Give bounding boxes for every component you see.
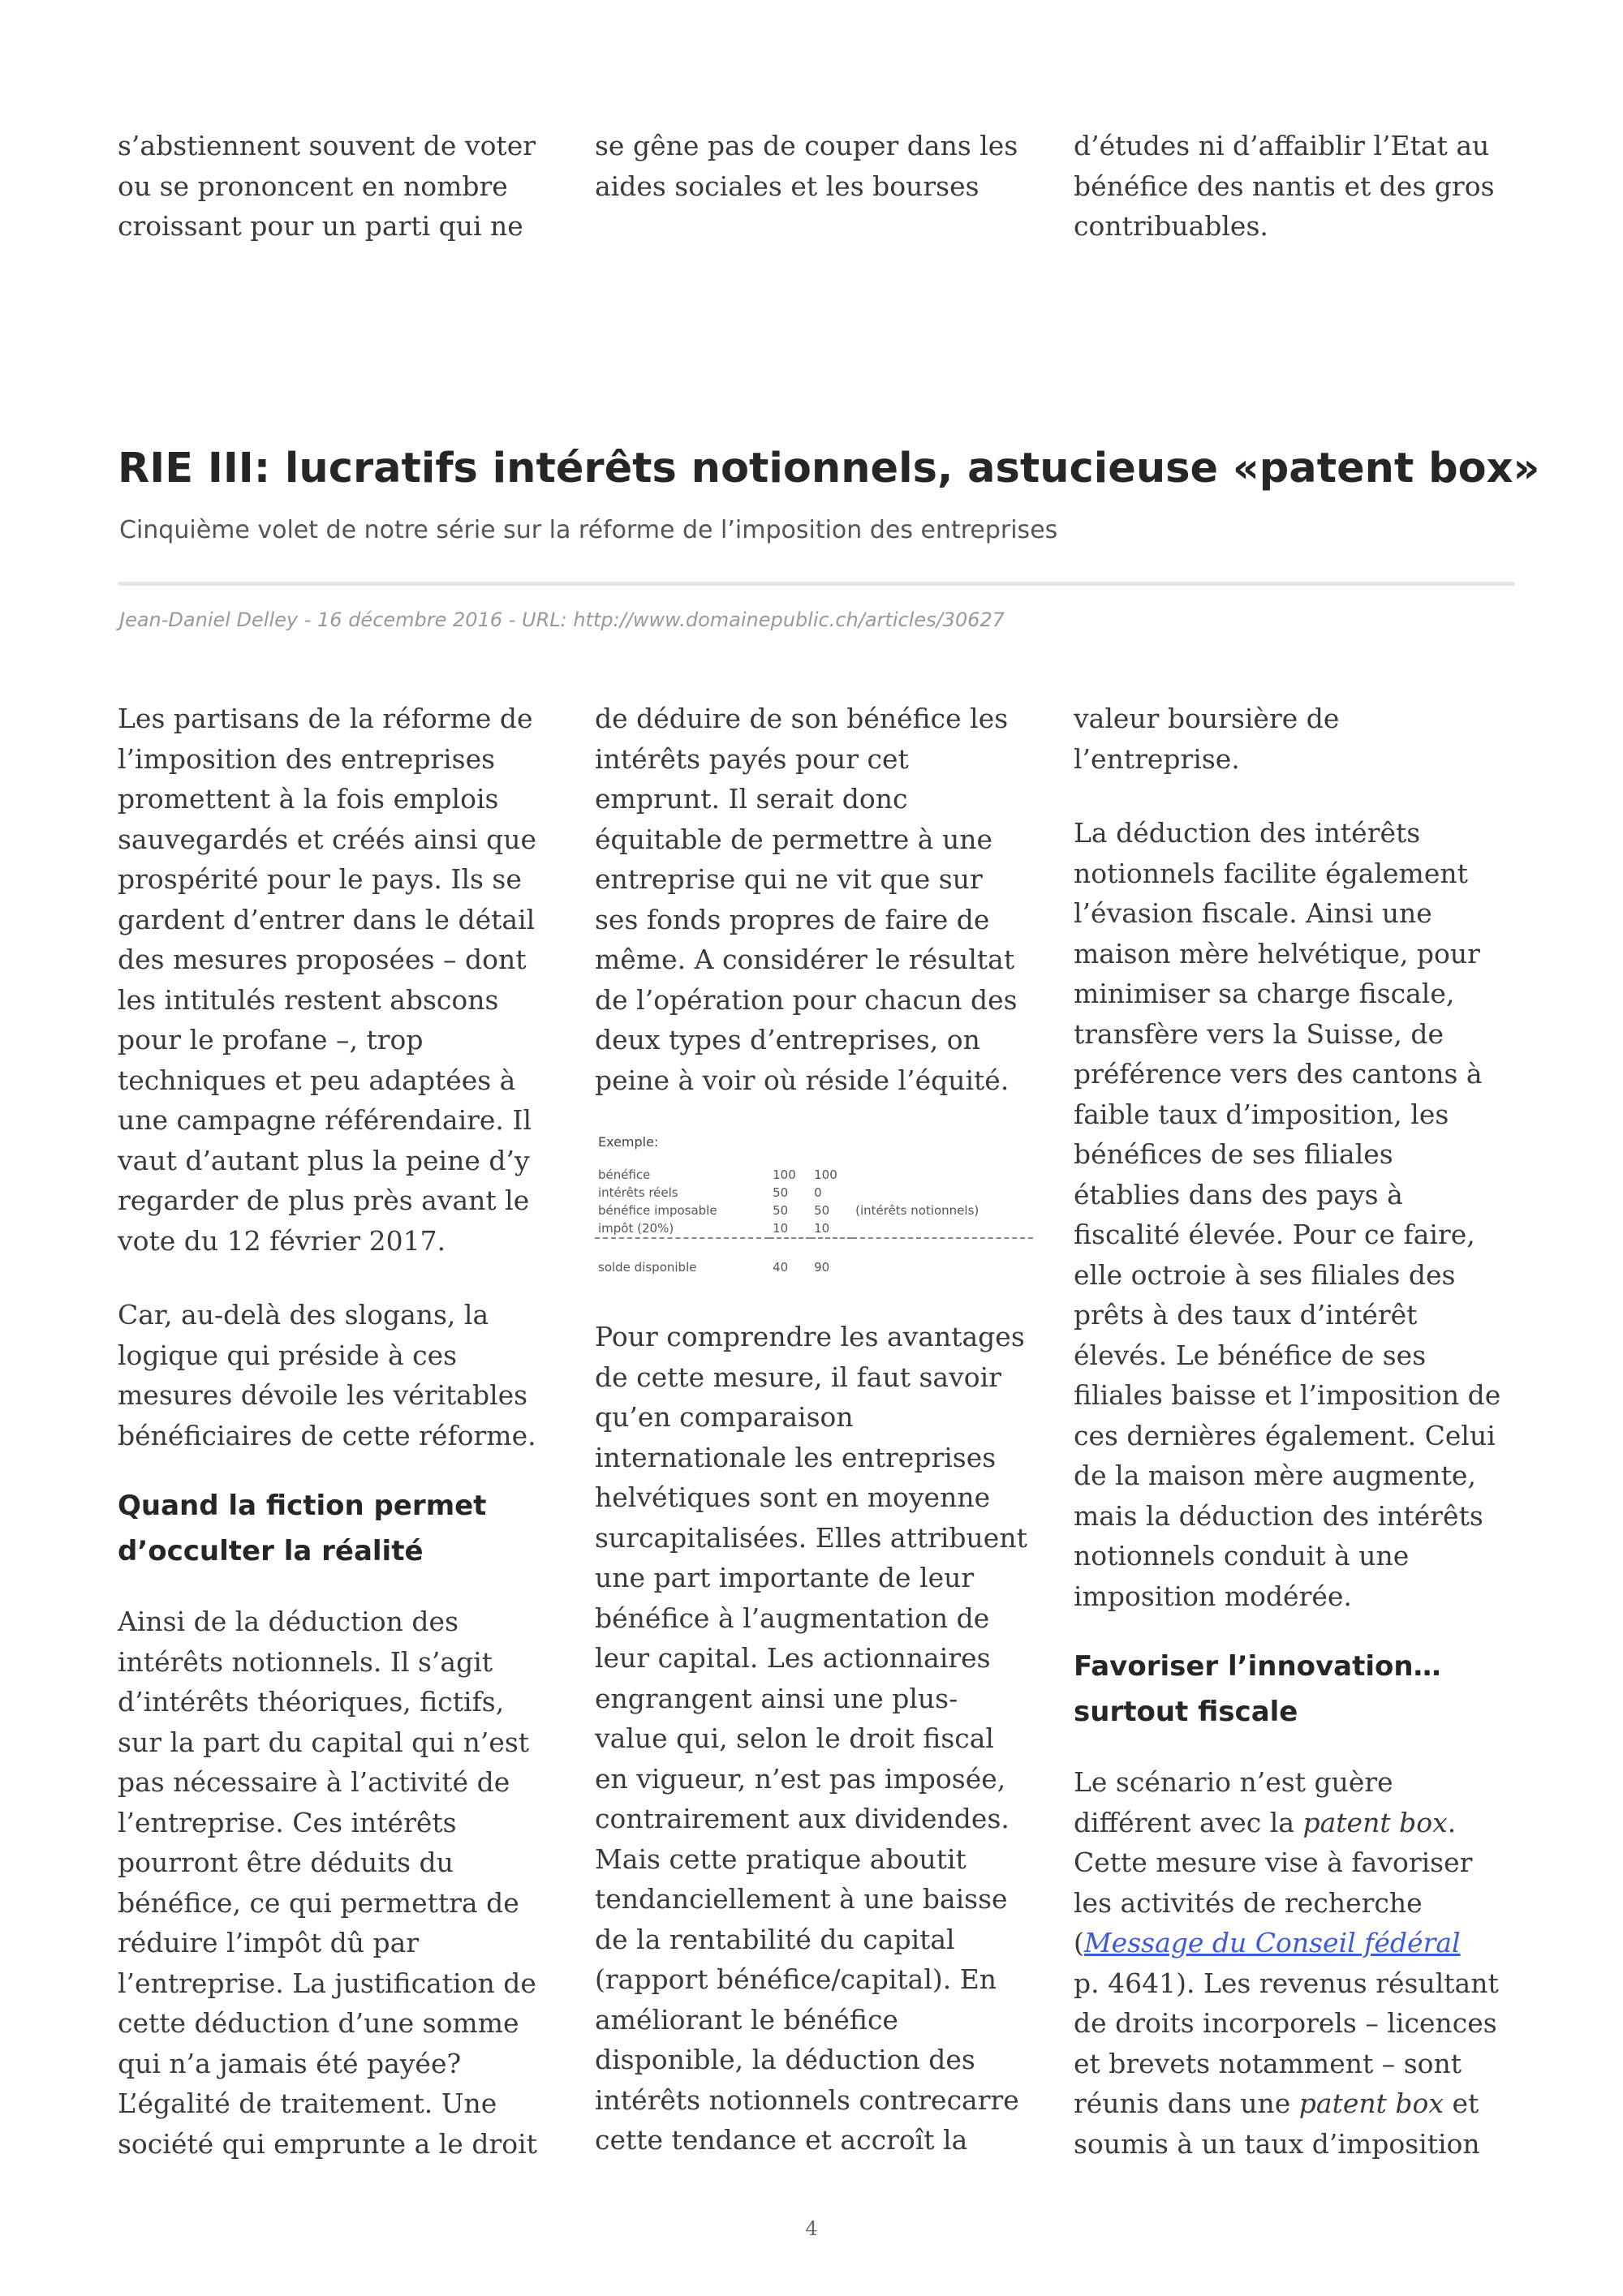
prev-article-col-1	[118, 126, 556, 247]
row-value-a: 50	[773, 1185, 789, 1200]
table-row	[595, 1184, 1033, 1202]
paragraph: Ainsi de la déduction des intérêts notionnels. Il s’agit d’intérêts théoriques, fictifs, sur la part du capital qui n’est pas nécessaire à l’activité de l’entreprise. Ces intérêts pourront être déduits du bénéfice, ce qui permettra de réduire l’impôt dû par l’entreprise. La justification de cette déduction d’une somme qui n’a jamais été payée? L’égalité de traitement. Une société qui emprunte a le droit	[118, 1606, 537, 2160]
row-value-b: 100	[814, 1167, 837, 1182]
total-label: solde disponible	[598, 1260, 697, 1275]
example-table-figure	[595, 1133, 1033, 1276]
patent-box-term: patent box	[1298, 2087, 1444, 2119]
article-column-2	[595, 699, 1033, 2161]
row-value-b: 10	[814, 1221, 830, 1236]
paragraph: Car, au-delà des slogans, la logique qui préside à ces mesures dévoile les véritables bénéficiaires de cette réforme.	[118, 1299, 536, 1451]
row-label: bénéfice imposable	[598, 1203, 717, 1218]
row-value-a: 10	[773, 1221, 789, 1236]
row-note: (intérêts notionnels)	[855, 1203, 979, 1218]
section-heading: Favoriser l’innovation… surtout fiscale	[1074, 1650, 1441, 1728]
paragraph: Le scénario n’est guère différent avec la patent box. Cette mesure vise à favoriser les activités de recherche (Message du Conseil fédéral p. 4641). Les revenus résultant de droits incorporels – licences et brevets notamment – sont réunis dans une patent box et soumis à un taux d’imposition	[1074, 1766, 1499, 2160]
paragraph: Les partisans de la réforme de l’imposition des entreprises promettent à la fois emplois sauvegardés et créés ainsi que prospérité pour le pays. Ils se gardent d’entrer dans le détail des mesures proposées – dont les intitulés restent abscons pour le profane –, trop techniques et peu adaptées à une campagne référendaire. Il vaut d’autant plus la peine d’y regarder de plus près avant le vote du 12 février 2017.	[118, 703, 537, 1257]
row-label: bénéfice	[598, 1167, 651, 1182]
patent-box-term: patent box	[1302, 1806, 1448, 1838]
header-divider	[118, 582, 1515, 586]
row-value-b: 50	[814, 1203, 830, 1218]
article-subtitle: Cinquième volet de notre série sur la réforme de l’imposition des entreprises	[119, 516, 1058, 544]
row-value-a: 50	[773, 1203, 789, 1218]
prev-article-text-2: se gêne pas de couper dans les aides sociales et les bourses	[595, 130, 1018, 202]
article-column-1	[118, 699, 556, 2164]
example-table	[595, 1133, 1033, 1276]
prev-article-col-3	[1074, 126, 1512, 247]
table-divider	[595, 1238, 1033, 1258]
prev-article-text-3: d’études ni d’affaiblir l’Etat au bénéfice des nantis et des gros contribuables.	[1074, 130, 1495, 242]
prev-article-col-2	[595, 126, 1033, 206]
paragraph: valeur boursière de l’entreprise.	[1074, 703, 1340, 775]
total-value-a: 40	[773, 1260, 789, 1275]
table-row	[595, 1166, 1033, 1184]
page-number: 4	[805, 2217, 818, 2240]
row-note	[852, 1184, 1033, 1202]
article-byline: Jean-Daniel Delley - 16 décembre 2016 - URL: http://www.domainepublic.ch/articles/30627	[119, 608, 1005, 631]
paragraph: de déduire de son bénéfice les intérêts payés pour cet emprunt. Il serait donc équitable de permettre à une entreprise qui ne vit que sur ses fonds propres de faire de même. A considérer le résultat de l’opération pour chacun des deux types d’entreprises, on peine à voir où réside l’équité.	[595, 703, 1018, 1096]
prev-article-text-1: s’abstiennent souvent de voter ou se prononcent en nombre croissant pour un parti qui ne	[118, 130, 536, 242]
row-value-a: 100	[773, 1167, 796, 1182]
article-title: RIE III: lucratifs intérêts notionnels, astucieuse «patent box»	[118, 445, 1540, 492]
message-conseil-federal-link[interactable]: Message du Conseil fédéral	[1083, 1927, 1461, 1958]
row-note	[852, 1219, 1033, 1238]
row-label: impôt (20%)	[598, 1221, 674, 1236]
row-value-b: 0	[814, 1185, 822, 1200]
section-heading: Quand la fiction permet d’occulter la réalité	[118, 1490, 487, 1567]
paragraph: La déduction des intérêts notionnels facilite également l’évasion fiscale. Ainsi une maison mère helvétique, pour minimiser sa charge fiscale, transfère vers la Suisse, de préférence vers des cantons à faible taux d’imposition, les bénéfices de ses filiales établies dans des pays à fiscalité élevée. Pour ce faire, elle octroie à ses filiales des prêts à des taux d’intérêt élevés. Le bénéfice de ses filiales baisse et l’imposition de ces dernières également. Celui de la maison mère augmente, mais la déduction des intérêts notionnels conduit à une imposition modérée.	[1074, 817, 1501, 1612]
table-row	[595, 1219, 1033, 1238]
paragraph: Pour comprendre les avantages de cette mesure, il faut savoir qu’en comparaison internationale les entreprises helvétiques sont en moyenne surcapitalisées. Elles attribuent une part importante de leur bénéfice à l’augmentation de leur capital. Les actionnaires engrangent ainsi une plus- value qui, selon le droit fiscal en vigueur, n’est pas imposée, contrairement aux dividendes. Mais cette pratique aboutit tendanciellement à une baisse de la rentabilité du capital (rapport bénéfice/capital). En améliorant le bénéfice disponible, la déduction des intérêts notionnels contrecarre cette tendance et accroît la	[595, 1321, 1027, 2156]
table-row	[595, 1202, 1033, 1219]
row-note	[852, 1166, 1033, 1184]
total-value-b: 90	[814, 1260, 830, 1275]
example-title: Exemple:	[598, 1134, 659, 1150]
table-total-row	[595, 1258, 1033, 1276]
article-column-3	[1074, 699, 1512, 2164]
row-label: intérêts réels	[598, 1185, 678, 1200]
